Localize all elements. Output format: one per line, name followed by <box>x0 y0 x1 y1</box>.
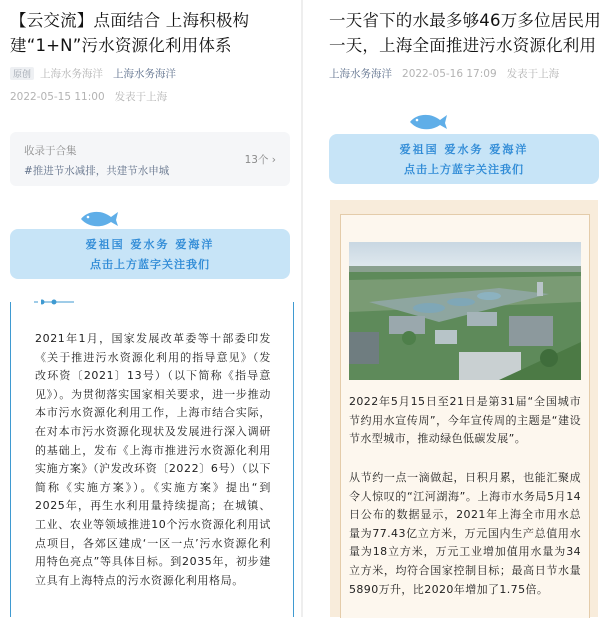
publish-location: 发表于上海 <box>506 68 560 80</box>
paragraph-1: 2022年5月15日至21日是第31届“全国城市节约用水宣传周”，今年宣传周的主题是“建设节水型城市，推动绿色低碳发展”。 <box>349 395 581 446</box>
paragraph-2: 从节约一点一滴做起，日积月累，也能汇聚成令人惊叹的“江河湖海”。上海市水务局5月14日公布的数据显示，2021年上海全市用水总量为77.43亿立方米，万元国内生产总值用水量为18立方米，万元工业增加值用水量为34立方米，均符合国家控制目标；最高日节水量5890万升，比2020年增加了1.75倍。 <box>349 471 581 596</box>
article-meta <box>10 66 176 81</box>
publish-datetime: 2022-05-15 11:00 <box>10 91 105 103</box>
whale-icon <box>79 205 119 229</box>
article-body-frame <box>10 302 294 617</box>
left-article <box>0 0 302 617</box>
account-link[interactable]: 上海水务海洋 <box>329 68 392 80</box>
banner-slogan: 爱祖国 爱水务 爱海洋 <box>399 143 529 156</box>
article-meta <box>329 66 559 81</box>
right-article <box>303 0 605 617</box>
collection-label: 收录于合集 <box>24 145 77 157</box>
frame-dots-icon <box>34 298 74 306</box>
follow-banner[interactable] <box>10 229 290 279</box>
publish-location: 发表于上海 <box>114 91 168 103</box>
content-card <box>330 200 598 617</box>
author-name: 上海水务海洋 <box>40 68 104 80</box>
collection-count[interactable]: 13个 › <box>244 154 276 166</box>
follow-banner[interactable] <box>329 134 599 184</box>
treatment-plant-photo <box>349 242 581 380</box>
publish-info <box>10 89 167 104</box>
banner-slogan: 爱祖国 爱水务 爱海洋 <box>85 238 215 251</box>
article-body-text: 2021年1月，国家发展改革委等十部委印发《关于推进污水资源化利用的指导意见》（发改环资〔2021〕13号）（以下简称《指导意见》）。为贯彻落实国家相关要求，进一步推动本市污水资源化利用工作，上海市结合实际，在对本市污水资源化现状及发展进行深入调研的基础上，发布《上海市推进污水资源化利用实施方案》（沪发改环资〔2022〕6号）（以下简称《实施方案》）。《实施方案》提出“到2025年，再生水利用量持续提高；在城镇、工业、农业等领域推进10个污水资源化利用试点项目，各郊区建成‘一区一点’污水资源化利用特色亮点”等具体目标。到2035年，初步建立具有上海特点的污水资源化利用格局。 <box>35 332 271 587</box>
article-title: 一天省下的水最多够46万多位居民用一天，上海全面推进污水资源化利用 <box>329 11 601 55</box>
banner-follow-prompt: 点击上方蓝字关注我们 <box>404 163 524 176</box>
article-title: 【云交流】点面结合 上海积极构建“1+N”污水资源化利用体系 <box>10 11 250 55</box>
banner-follow-prompt: 点击上方蓝字关注我们 <box>90 258 210 271</box>
publish-datetime: 2022-05-16 17:09 <box>402 68 497 80</box>
content-card-frame <box>340 214 590 618</box>
collection-tag[interactable]: #推进节水减排，共建节水申城 <box>24 165 170 177</box>
original-badge: 原创 <box>10 67 34 80</box>
whale-icon <box>408 108 448 132</box>
collection-card[interactable] <box>10 132 290 186</box>
account-link[interactable]: 上海水务海洋 <box>113 68 177 80</box>
